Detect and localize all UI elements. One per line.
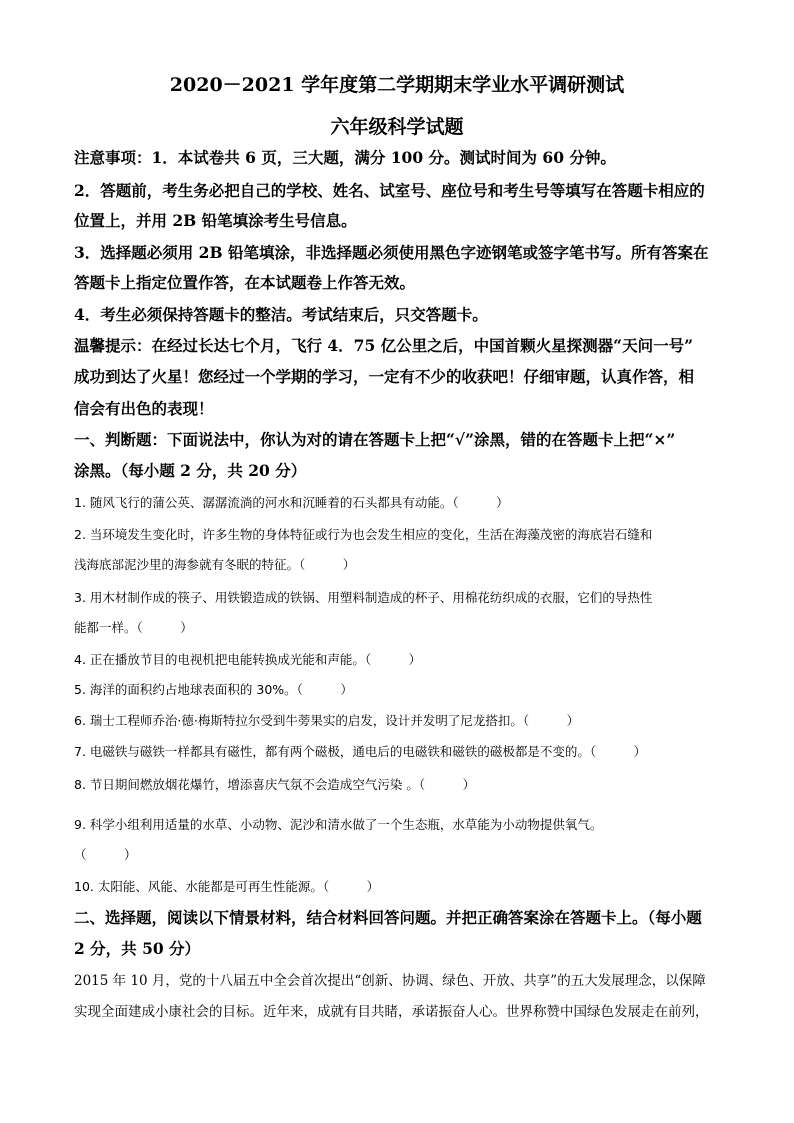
exam-title: 2020－2021 学年度第二学期期末学业水平调研测试 xyxy=(169,74,625,96)
tip-line: 温馨提示：在经过长达七个月，飞行 4．75 亿公里之后，中国首颗火星探测器“天问一号” xyxy=(74,336,693,355)
notice-line: 4．考生必须保持答题卡的整洁。考试结束后，只交答题卡。 xyxy=(74,305,488,324)
tip-line: 成功到达了火星！您经过一个学期的学习，一定有不少的收获吧！仔细审题，认真作答，相 xyxy=(74,367,695,386)
question-item: 4. 正在播放节目的电视机把电能转换成光能和声能。（ ） xyxy=(74,652,422,667)
notice-line: 注意事项：1．本试卷共 6 页，三大题，满分 100 分。测试时间为 60 分钟。 xyxy=(74,148,616,167)
section2-heading: 二、选择题，阅读以下情景材料，结合材料回答问题。并把正确答案涂在答题卡上。（每小题 xyxy=(74,908,702,927)
question-item: 2. 当环境发生变化时，许多生物的身体特征或行为也会发生相应的变化，生活在海藻茂密的海底岩石缝和 xyxy=(74,527,653,542)
question-item: 浅海底部泥沙里的海参就有冬眠的特征。（ ） xyxy=(74,557,356,572)
material-paragraph: 2015 年 10 月，党的十八届五中全会首次提出“创新、协调、绿色、开放、共享”的五大发展理念，以保障 xyxy=(74,973,706,989)
question-item: 9. 科学小组利用适量的水草、小动物、泥沙和清水做了一个生态瓶，水草能为小动物提供氧气。 xyxy=(74,817,603,832)
question-item: 1. 随风飞行的蒲公英、潺潺流淌的河水和沉睡着的石头都具有动能。（ ） xyxy=(74,495,509,510)
question-item: 7. 电磁铁与磁铁一样都具有磁性，都有两个磁极，通电后的电磁铁和磁铁的磁极都是不变的。（ ） xyxy=(74,744,647,759)
notice-line: 3．选择题必须用 2B 铅笔填涂，非选择题必须使用黑色字迹钢笔或签字笔书写。所有答案在 xyxy=(74,243,709,262)
question-item: 8. 节日期间燃放烟花爆竹，增添喜庆气氛不会造成空气污染 。（ ） xyxy=(74,777,476,792)
question-item: 5. 海洋的面积约占地球表面积的 30%。（ ） xyxy=(74,682,353,697)
exam-subtitle: 六年级科学试题 xyxy=(330,116,464,138)
section1-heading: 涂黑。（每小题 2 分，共 20 分） xyxy=(74,461,307,480)
question-item: 10. 太阳能、风能、水能都是可再生性能源。（ ） xyxy=(74,879,380,894)
notice-line: 答题卡上指定位置作答，在本试题卷上作答无效。 xyxy=(74,273,416,292)
section2-heading: 2 分，共 50 分） xyxy=(74,939,201,958)
question-item: 3. 用木材制作成的筷子、用铁锻造成的铁锅、用塑料制造成的杯子、用棉花纺织成的衣服，它们的导热性 xyxy=(74,590,653,605)
material-paragraph: 实现全面建成小康社会的目标。近年来，成就有目共睹，承诺振奋人心。世界称赞中国绿色发展走在前列， xyxy=(74,1004,709,1020)
notice-line: 位置上，并用 2B 铅笔填涂考生号信息。 xyxy=(74,211,357,230)
question-item: 6. 瑞士工程师乔治·德·梅斯特拉尔受到牛蒡果实的启发，设计并发明了尼龙搭扣。（ ） xyxy=(74,713,580,728)
section1-heading: 一、判断题：下面说法中，你认为对的请在答题卡上把“√”涂黑，错的在答题卡上把“×” xyxy=(74,430,676,449)
question-item: 能都一样。（ ） xyxy=(74,620,193,635)
question-item: （ ） xyxy=(74,847,137,862)
notice-line: 2．答题前，考生务必把自己的学校、姓名、试室号、座位号和考生号等填写在答题卡相应的 xyxy=(74,181,705,200)
tip-line: 信会有出色的表现！ xyxy=(74,399,214,418)
